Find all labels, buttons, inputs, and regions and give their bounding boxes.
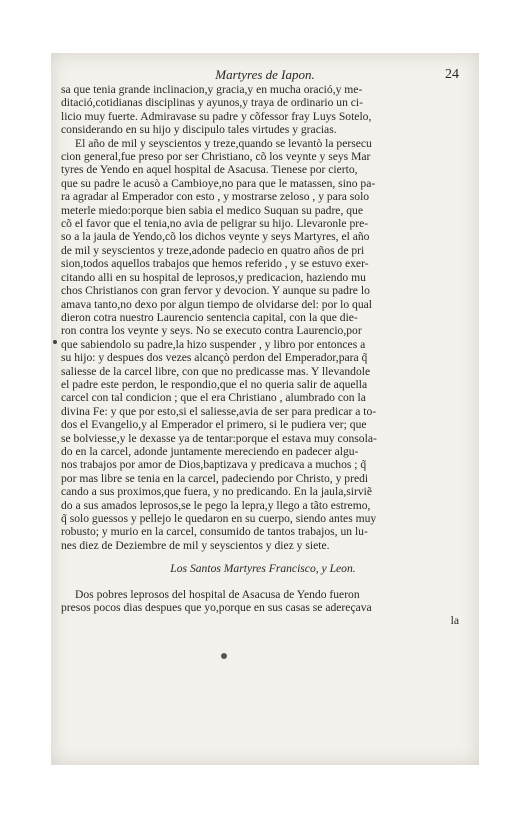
running-header [51,67,479,83]
text-line: dos el Evangelio,y al Emperador el primero, si le pudiera ver; que [61,418,367,432]
text-line: dieron cotra nuestro Laurencio sentencia capital, con la que die- [61,310,358,324]
text-line: presos pocos dias despues que yo,porque en sus casas se adereçava [61,601,372,615]
text-line: do a sus amados leprosos,se le pego la lepra,y llego a tãto estremo, [61,498,371,512]
text-line: do en la carcel, adonde juntamente mereciendo en padecer algu- [61,444,359,458]
text-line: de mil y seyscientos y treze,adonde padecio en quatro años de pri [61,243,365,257]
paragraph-2 [61,137,465,553]
text-line: chos Christianos con gran fervor y devocion. Y aunque su padre lo [61,284,370,298]
section-ornament [221,653,227,659]
text-line: ron contra los veynte y seys. No se executo contra Laurencio,por [61,324,362,338]
text-line: nes diez de Deziembre de mil y seyscientos y diez y siete. [61,538,330,552]
text-line: nos trabajos por amor de Dios,baptizava y predicava a muchos ; q̃ [61,458,367,472]
body-text [61,83,465,628]
text-line: robusto; y murio en la carcel, consumido de tantos trabajos, un lu- [61,525,368,539]
text-line: el padre este perdon, le respondio,que el no queria salir de aquella [61,377,368,391]
text-line: tyres de Yendo en aquel hospital de Asacusa. Tienese por cierto, [61,163,358,177]
text-line: saliesse de la carcel libre, con que no predicasse mas. Y llevandole [61,364,371,378]
section-title: Los Santos Martyres Francisco, y Leon. [170,562,356,576]
text-line: citando alli en su hospital de leprosos,y predicacion, haziendo mu [61,270,366,284]
text-line: por mas libre se tenia en la carcel, padeciendo por Christo, y predi [61,471,369,485]
text-line: cõ el favor que el tenia,no avia de peligrar su hijo. Llevaronle pre- [61,217,369,231]
text-line: licio muy fuerte. Admiravase su padre y cõfessor fray Luys Sotelo, [61,109,372,123]
book-page [51,53,479,765]
catchword: la [450,614,459,628]
text-line: que su padre le acusò a Cambioye,no para que le matassen, sino pa- [61,176,376,190]
text-line: sion,todos aquellos trabajos que hemos referido , y se estuvo exer- [61,257,369,271]
text-line: cando a sus proximos,que fuera, y no predicando. En la jaula,sirviẽ [61,485,373,499]
text-line: considerando en su hijo y discipulo tales virtudes y gracias. [61,123,337,137]
text-line: su hijo: y despues dos vezes alcançò perdon del Emperador,para q̃ [61,351,368,365]
margin-mark [53,340,57,344]
text-line: El año de mil y seyscientos y treze,quando se levantò la persecu [75,136,372,150]
text-line: Dos pobres leprosos del hospital de Asacusa de Yendo fueron [75,587,360,601]
text-line: se bolviesse,y le dexasse ya de tentar:porque el estava muy consola- [61,431,377,445]
text-line: cion general,fue preso por ser Christiano, cõ los veynte y seys Mar [61,150,371,164]
text-line: carcel con tal condicion ; que el era Christiano , alumbrado con la [61,391,366,405]
text-line: amava tanto,no dexo por algun tiempo de olvidarse del: por lo qual [61,297,373,311]
paragraph-3 [61,588,465,628]
text-line: divina Fe: y que por esto,si el saliesse,avia de ser para predicar a to- [61,404,377,418]
text-line: ditació,cotidianas disciplinas y ayunos,y traya de ordinario un ci- [61,96,363,110]
page-number: 24 [445,67,459,82]
text-line: que sabiendolo su padre,la hizo suspender , y libro por entonces a [61,337,366,351]
running-title: Martyres de Iapon. [215,67,315,82]
text-line: so a la jaula de Yendo,cõ los dichos veynte y seys Martyres, el año [61,230,370,244]
text-line: meterle miedo:porque bien sabia el medico Suquan su padre, que [61,203,363,217]
text-line: sa que tenia grande inclinacion,y gracia,y en mucha oració,y me- [61,83,363,96]
text-line: q̃ solo guessos y pellejo le quedaron en su cuerpo, siendo antes muy [61,512,377,525]
paragraph-1 [61,83,465,137]
text-line: ra agradar al Emperador con esto , y mostrarse zeloso , y para solo [61,190,370,204]
